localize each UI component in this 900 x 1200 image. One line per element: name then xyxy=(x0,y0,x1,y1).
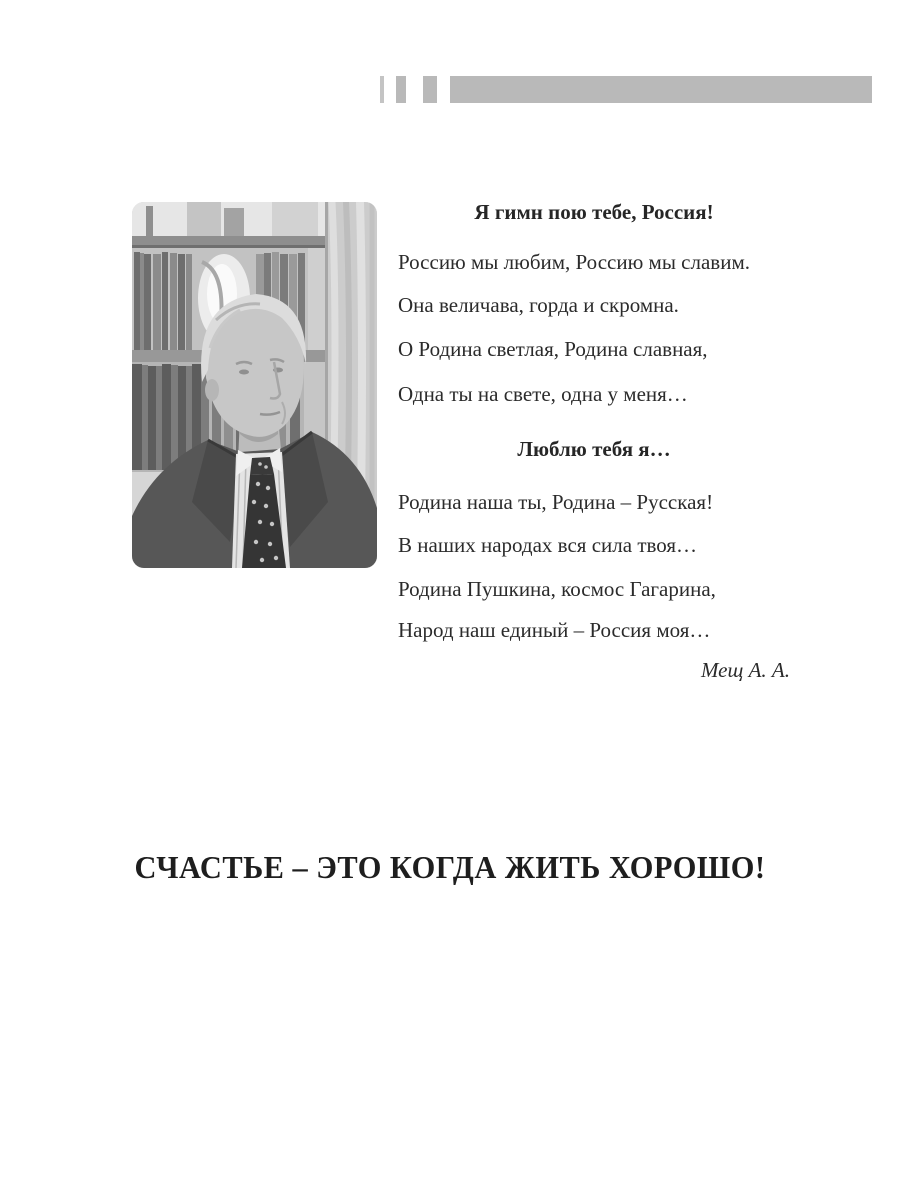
poem2-line-3: Родина Пушкина, космос Гагарина, xyxy=(398,577,716,601)
poem1-line-4: Одна ты на свете, одна у меня… xyxy=(398,382,688,406)
poem-attribution: Мещ А. А. xyxy=(700,658,790,682)
ornament-bar-small-1 xyxy=(380,76,384,103)
poem1-line-1: Россию мы любим, Россию мы славим. xyxy=(398,250,750,274)
poem2-line-2: В наших народах вся сила твоя… xyxy=(398,533,698,557)
ornament-bar-long xyxy=(450,76,872,103)
poem2-line-4: Народ наш единый – Россия моя… xyxy=(398,618,711,642)
ornament-bar-small-2 xyxy=(396,76,406,103)
poem2-title: Люблю тебя я… xyxy=(517,437,671,461)
section-heading: СЧАСТЬЕ – ЭТО КОГДА ЖИТЬ ХОРОШО! xyxy=(134,849,766,885)
author-portrait-illustration xyxy=(132,202,377,568)
poem1-line-3: О Родина светлая, Родина славная, xyxy=(398,337,708,361)
poem1-line-2: Она величава, горда и скромна. xyxy=(398,293,679,317)
poem1-title: Я гимн пою тебе, Россия! xyxy=(474,200,714,224)
author-photo xyxy=(132,202,377,568)
ornament-bar-small-3 xyxy=(423,76,437,103)
poem2-line-1: Родина наша ты, Родина – Русская! xyxy=(398,490,714,514)
